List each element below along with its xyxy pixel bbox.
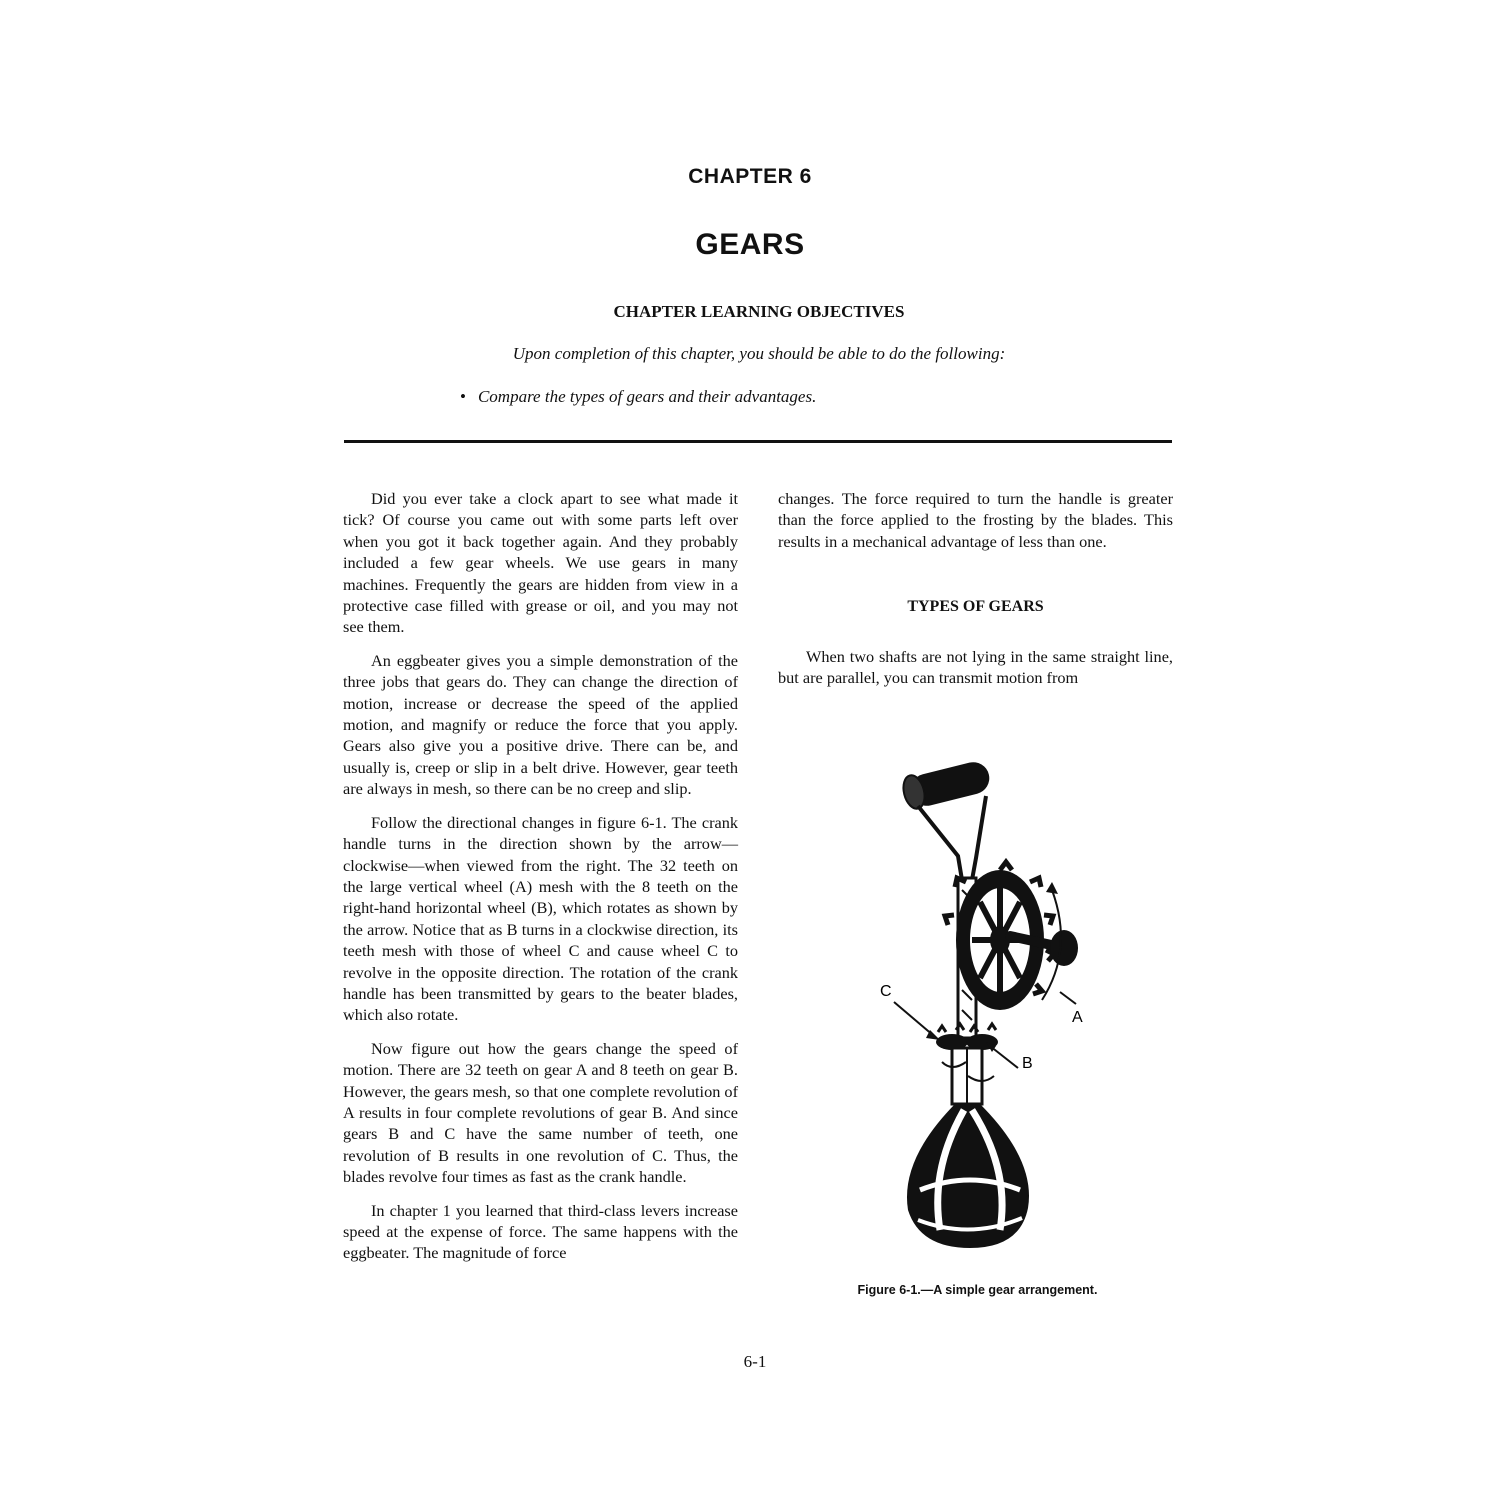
left-column — [343, 488, 738, 1276]
section-divider — [344, 440, 1172, 443]
chapter-title: GEARS — [695, 228, 805, 261]
objective-text: Compare the types of gears and their advantages. — [477, 387, 817, 406]
paragraph: Now figure out how the gears change the speed of motion. There are 32 teeth on gear A and 8 teeth on gear B. However, the gears mesh, so that one complete revolution of A results in four complete revolutions of gear B. And since gears B and C have the same number of teeth, one revolution of B results in one revolution of C. Thus, the blades revolve four times as fast as the crank handle. — [343, 1038, 738, 1187]
objectives-heading: CHAPTER LEARNING OBJECTIVES — [613, 302, 905, 321]
page-number: 6-1 — [743, 1352, 767, 1371]
paragraph: Follow the directional changes in figure 6-1. The crank handle turns in the direction shown by the arrow—clockwise—when viewed from the right. The 32 teeth on the large vertical wheel (A) mesh with the 8 teeth on the right-hand horizontal wheel (B), which rotates as shown by the arrow. Notice that as B turns in a clockwise direction, its teeth mesh with those of wheel C and cause wheel C to revolve in the opposite direction. The rotation of the crank handle has been transmitted by gears to the beater blades, which also rotate. — [343, 812, 738, 1025]
label-a: A — [1072, 1009, 1083, 1026]
crank-knob — [1050, 930, 1078, 966]
paragraph: In chapter 1 you learned that third-class levers increase speed at the expense of force. The same happens with the eggbeater. The magnitude of force — [343, 1200, 738, 1263]
chapter-label: CHAPTER 6 — [688, 165, 812, 188]
whisk-blades — [907, 1104, 1029, 1248]
paragraph-continuation: changes. The force required to turn the handle is greater than the force applied to the frosting by the blades. This results in a mechanical advantage of less than one. — [778, 489, 1173, 551]
handle-frame — [918, 796, 986, 880]
paragraph: When two shafts are not lying in the same straight line, but are parallel, you can transmit motion from — [778, 646, 1173, 688]
label-c: C — [880, 983, 892, 1000]
objective-item — [460, 387, 816, 407]
paragraph: An eggbeater gives you a simple demonstration of the three jobs that gears do. They can change the direction of motion, increase or decrease the speed of the applied motion, and magnify or reduce the force that you apply. Gears also give you a positive drive. There can be, and usually is, creep or slip in a belt drive. However, gear teeth are always in mesh, so there can be no creep and slip. — [343, 650, 738, 799]
right-column — [778, 488, 1173, 700]
paragraph: Did you ever take a clock apart to see what made it tick? Of course you came out with some parts left over when you got it back together again. And they probably included a few gear wheels. We use gears in many machines. Frequently the gears are hidden from view in a protective case filled with grease or oil, and you may not see them. — [343, 489, 738, 637]
section-heading: TYPES OF GEARS — [907, 598, 1044, 616]
label-b: B — [1022, 1055, 1033, 1072]
handle-grip — [900, 759, 992, 811]
pointer-c — [894, 1002, 934, 1036]
objectives-intro: Upon completion of this chapter, you should be able to do the following: — [512, 344, 1006, 363]
figure-caption: Figure 6-1.—A simple gear arrangement. — [857, 1283, 1098, 1297]
bullet-icon: • — [460, 387, 466, 406]
pointer-b — [990, 1046, 1018, 1068]
eggbeater-figure — [860, 740, 1100, 1260]
